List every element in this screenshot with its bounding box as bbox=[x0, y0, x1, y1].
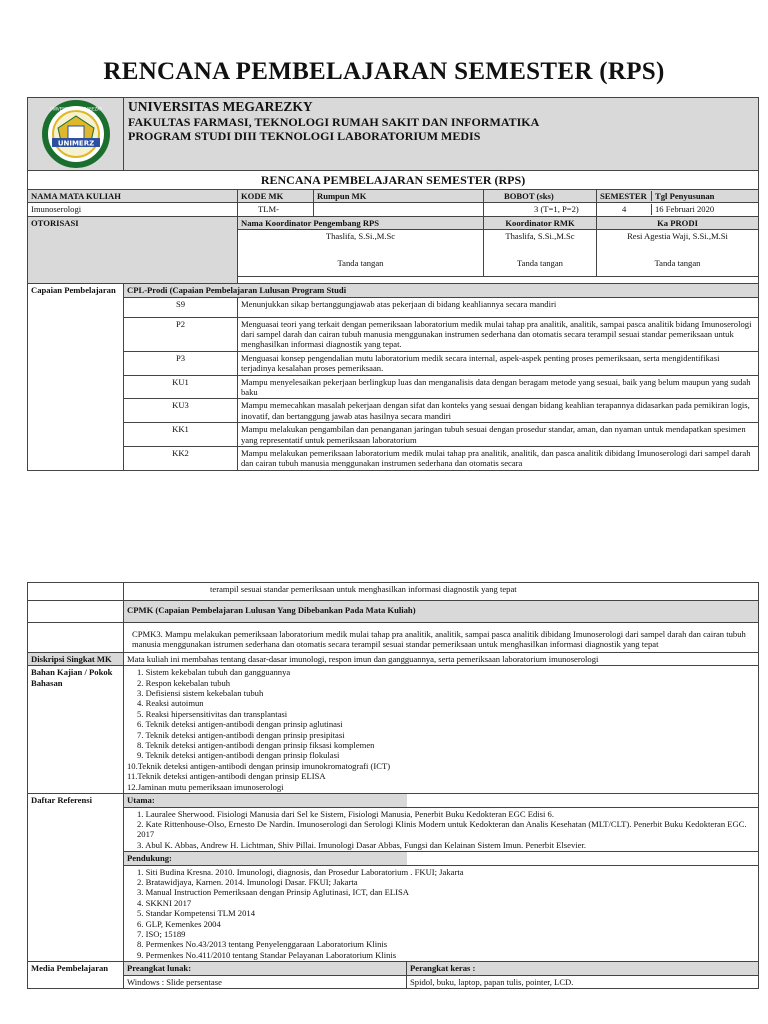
list-item: 1. Sistem kekebalan tubuh dan gangguannya bbox=[137, 667, 291, 678]
cpl-text-ku3: Mampu memecahkan masalah pekerjaan dengan sifat dan konteks yang sesuai dengan bidang keahlian terapannya didasarkan pada pemikiran logis, inovatif, dan bertanggung jawab atas hasilnya secara mandiri bbox=[238, 399, 759, 423]
cpl-code-ku1: KU1 bbox=[124, 375, 238, 399]
pendukung-label-filler bbox=[407, 852, 759, 865]
bahan-list bbox=[127, 667, 755, 792]
institution-header bbox=[28, 98, 759, 171]
otorisasi-name-3: Resi Agestia Waji, S.Si.,M.Si bbox=[597, 230, 759, 243]
media-lunak-label: Preangkat lunak: bbox=[124, 962, 407, 975]
list-item: 11.Teknik deteksi antigen-antibodi dengan prinsip ELISA bbox=[127, 771, 326, 782]
list-item: 2. Bratawidjaya, Karnen. 2014. Imunologi Dasar. FKUI; Jakarta bbox=[137, 876, 358, 887]
rps-table-top bbox=[27, 97, 759, 471]
cpmk-header: CPMK (Capaian Pembelajaran Lulusan Yang Dibebankan Pada Mata Kuliah) bbox=[124, 601, 759, 623]
label-bobot: BOBOT (sks) bbox=[484, 190, 597, 203]
university-name: UNIVERSITAS MEGAREZKY bbox=[128, 99, 313, 114]
utama-list-cell bbox=[124, 807, 759, 852]
media-keras-label: Perangkat keras : bbox=[407, 962, 759, 975]
otorisasi-sign-1: Tanda tangan bbox=[238, 243, 484, 277]
list-item: 8. Permenkes No.43/2013 tentang Penyelenggaraan Laboratorium Klinis bbox=[137, 939, 388, 950]
page-title: RENCANA PEMBELAJARAN SEMESTER (RPS) bbox=[103, 58, 665, 85]
course-tgl-cell bbox=[597, 203, 759, 216]
cpl-code-ku3: KU3 bbox=[124, 399, 238, 423]
list-item: 12.Jaminan mutu pemeriksaan imunoserologi bbox=[127, 781, 284, 792]
course-rumpun bbox=[314, 203, 484, 216]
list-item: 10.Teknik deteksi antigen-antibodi dengan prinsip imunokromatografi (ICT) bbox=[127, 760, 391, 771]
university-logo bbox=[28, 98, 124, 171]
faculty-name: FAKULTAS FARMASI, TEKNOLOGI RUMAH SAKIT DAN INFORMATIKA bbox=[128, 115, 540, 129]
label-course-code: KODE MK bbox=[238, 190, 314, 203]
course-bobot: 3 (T=1, P=2) bbox=[484, 203, 597, 216]
list-item: 4. SKKNI 2017 bbox=[137, 897, 192, 908]
label-capaian: Capaian Pembelajaran bbox=[28, 284, 124, 471]
utama-list bbox=[127, 809, 755, 851]
continuation-label-cell bbox=[28, 583, 124, 601]
cpl-code-s9: S9 bbox=[124, 297, 238, 317]
label-tgl bbox=[597, 190, 759, 203]
kk2-continuation: terampil sesuai standar pemeriksaan untuk menghasilkan informasi diagnostik yang tepat bbox=[124, 583, 759, 601]
label-rumpun: Rumpun MK bbox=[314, 190, 484, 203]
cpl-text-p3: Menguasai konsep pengendalian mutu laboratorium medik secara internal, aspek-aspek penting proses pemeriksaan, serta mengidentifikasi terjadinya kesalahan proses pemeriksaan. bbox=[238, 351, 759, 375]
label-semester: SEMESTER bbox=[600, 191, 652, 201]
otorisasi-name-2: Thaslifa, S.Si.,M.Sc bbox=[484, 230, 597, 243]
cpl-text-s9: Menunjukkan sikap bertanggungjawab atas pekerjaan di bidang keahliannya secara mandiri bbox=[238, 297, 759, 317]
cpl-text-p2: Menguasai teori yang terkait dengan pemeriksaan laboratorium medik mulai tahap pra analitik, analitik, sampai pasca analitik bidang Imunoserologi dari sampel darah dan cairan tubuh manusia menggunakan instrumen sederhana dan otomatis secara terampil sesuai standar pemeriksaan untuk menghasilkan informasi diagnostik yang tepat. bbox=[238, 317, 759, 351]
list-item: 5. Reaksi hipersensitivitas dan transplantasi bbox=[137, 708, 288, 719]
list-item: 1. Lauralee Sherwood. Fisiologi Manusia dari Sel ke Sistem, Fisiologi Manusia, Penerbit Buku Kedokteran EGC Edisi 6. bbox=[137, 808, 554, 819]
list-item: 2. Respon kekebalan tubuh bbox=[137, 677, 231, 688]
pendukung-list bbox=[127, 867, 755, 961]
list-item: 8. Teknik deteksi antigen-antibodi dengan prinsip fiksasi komplemen bbox=[137, 740, 375, 751]
list-item: 9. Permenkes No.411/2010 tentang Standar Pelayanan Laboratorium Klinis bbox=[137, 949, 397, 960]
cpl-code-kk1: KK1 bbox=[124, 423, 238, 447]
cpl-text-ku1: Mampu menyelesaikan pekerjaan berlingkup luas dan menganalisis data dengan beragam metode yang sesuai, baik yang belum maupun yang sudah baku bbox=[238, 375, 759, 399]
rps-table-bottom bbox=[27, 582, 759, 989]
list-item: 2. Kate Rittenhouse-Olso, Ernesto De Nardin. Imunoserologi dan Serologi Klinis Modern untuk Kedokteran dan Analis Kesehatan (MLT/CLT). Penerbit Buku Kedokteran EGC. 2017 bbox=[137, 818, 747, 840]
otorisasi-header-3: Ka PRODI bbox=[597, 216, 759, 229]
logo-band-text: UNIMERZ bbox=[57, 139, 95, 148]
pendukung-list-cell bbox=[124, 865, 759, 962]
cpl-header: CPL-Prodi (Capaian Pembelajaran Lulusan Program Studi bbox=[124, 284, 759, 297]
media-lunak: Windows : Slide persentase bbox=[124, 975, 407, 988]
label-tgl-text: Tgl Penyusunan bbox=[655, 191, 715, 201]
otorisasi-name-1: Thaslifa, S.Si.,M.Sc bbox=[238, 230, 484, 243]
cpl-code-p3: P3 bbox=[124, 351, 238, 375]
label-referensi: Daftar Referensi bbox=[28, 794, 124, 962]
cpmk-text: CPMK3. Mampu melakukan pemeriksaan laboratorium medik mulai tahap pra analitik, analitik, sampai pasca analitik dibidang Imunoserologi dari sampel darah dan cairan tubuh manusia menggunakan istrumen sederhana dan otomatis secara terampil sesuai standar pemeriksaan untuk menghasilkan informasi diagnostik yang tepat bbox=[124, 623, 759, 653]
otorisasi-header-1: Nama Koordinator Pengembang RPS bbox=[238, 216, 484, 229]
otorisasi-sign-2: Tanda tangan bbox=[484, 243, 597, 277]
course-name: Imunoserologi bbox=[28, 203, 238, 216]
label-media: Media Pembelajaran bbox=[28, 962, 124, 989]
list-item: 3. Manual Instruction Pemeriksaan dengan Prinsip Aglutinasi, ICT, dan ELISA bbox=[137, 887, 409, 898]
media-keras: Spidol, buku, laptop, papan tulis, pointer, LCD. bbox=[407, 975, 759, 988]
list-item: 1. Siti Budina Kresna. 2010. Imunologi, diagnosis, dan Prosedur Laboratorium . FKUI; Jakarta bbox=[137, 866, 464, 877]
list-item: 7. Teknik deteksi antigen-antibodi dengan prinsip presipitasi bbox=[137, 729, 345, 740]
otorisasi-header-2: Koordinator RMK bbox=[484, 216, 597, 229]
list-item: 5. Standar Kompetensi TLM 2014 bbox=[137, 908, 255, 919]
list-item: 3. Abul K. Abbas, Andrew H. Lichtman, Shiv Pillai. Imunologi Dasar Abbas, Fungsi dan Kelainan Sistem Imun. Penerbit Elsevier. bbox=[137, 839, 586, 850]
otorisasi-sign-3: Tanda tangan bbox=[597, 243, 759, 277]
utama-label: Utama: bbox=[124, 794, 407, 807]
list-item: 6. GLP, Kemenkes 2004 bbox=[137, 918, 221, 929]
cpl-text-kk1: Mampu melakukan pengambilan dan penanganan jaringan tubuh sesuai dengan prosedur standar, aman, dan nyaman untuk mendapatkan spesimen yang representatif untuk pemeriksaan laboratorium bbox=[238, 423, 759, 447]
pendukung-label: Pendukung: bbox=[124, 852, 407, 865]
cpmk-text-label-cell bbox=[28, 623, 124, 653]
label-otorisasi: OTORISASI bbox=[28, 216, 238, 283]
cpl-code-kk2: KK2 bbox=[124, 447, 238, 471]
cpl-code-p2: P2 bbox=[124, 317, 238, 351]
course-semester: 4 bbox=[600, 204, 652, 214]
label-course-name: NAMA MATA KULIAH bbox=[28, 190, 238, 203]
list-item: 4. Reaksi autoimun bbox=[137, 698, 204, 709]
label-bahan: Bahan Kajian / Pokok Bahasan bbox=[28, 666, 124, 794]
deskripsi-text: Mata kuliah ini membahas tentang dasar-dasar imunologi, respon imun dan gangguannya, serta pemeriksaan laboratorium imunoserologi bbox=[124, 652, 759, 665]
program-name: PROGRAM STUDI DIII TEKNOLOGI LABORATORIUM MEDIS bbox=[128, 129, 481, 143]
logo-emblem-icon bbox=[28, 98, 124, 171]
list-item: 9. Teknik deteksi antigen-antibodi dengan prinsip flokulasi bbox=[137, 750, 340, 761]
bahan-list-cell bbox=[124, 666, 759, 794]
utama-label-filler bbox=[407, 794, 759, 807]
list-item: 7. ISO; 15189 bbox=[137, 928, 186, 939]
label-deskripsi: Diskripsi Singkat MK bbox=[28, 652, 124, 665]
cpmk-label-cell bbox=[28, 601, 124, 623]
spacer-row bbox=[238, 277, 759, 284]
list-item: 6. Teknik deteksi antigen-antibodi dengan prinsip aglutinasi bbox=[137, 719, 343, 730]
logo-ring-text: UNIVERSITAS MEGAREZKY bbox=[49, 106, 103, 112]
cpl-text-kk2: Mampu melakukan pemeriksaan laboratorium medik mulai tahap pra analitik, analitik, dan pasca analitik dibidang Imunoserologi dari sampel darah dan cairan tubuh manusia menggunakan instrumen sederhana dan otomatis secara bbox=[238, 447, 759, 471]
course-tgl: 16 Februari 2020 bbox=[655, 204, 715, 215]
list-item: 3. Defisiensi sistem kekebalan tubuh bbox=[137, 688, 264, 699]
rps-subtitle: RENCANA PEMBELAJARAN SEMESTER (RPS) bbox=[28, 171, 759, 190]
course-code: TLM- bbox=[238, 203, 314, 216]
